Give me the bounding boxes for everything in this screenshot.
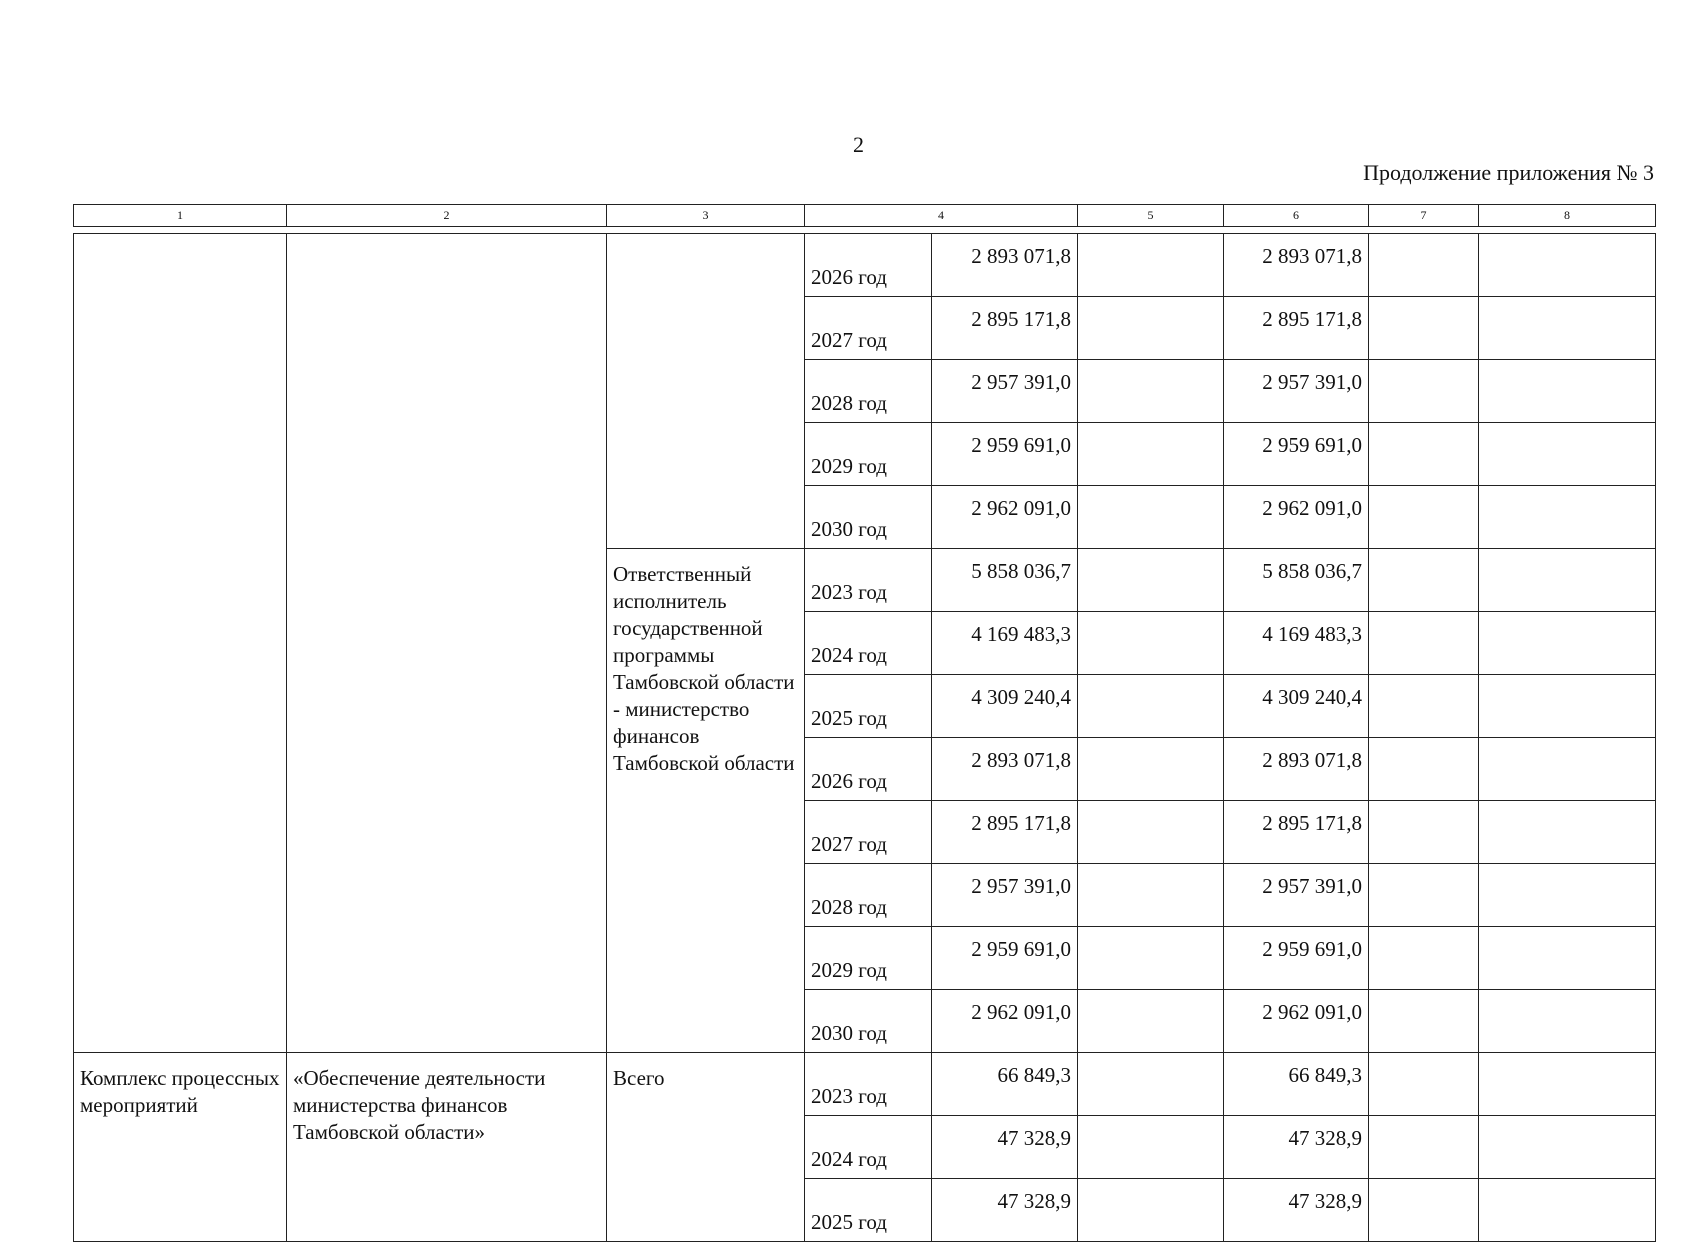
total-amount-cell: 5 858 036,7 (932, 549, 1078, 612)
column-5-cell (1078, 234, 1224, 297)
measure-type-cell: Комплекс процессных мероприятий (74, 1053, 287, 1242)
regional-budget-cell: 5 858 036,7 (1224, 549, 1369, 612)
year-cell: 2024 год (805, 1116, 932, 1179)
column-header-5: 5 (1078, 205, 1224, 227)
column-header-8: 8 (1479, 205, 1656, 227)
column-7-cell (1369, 927, 1479, 990)
column-8-cell (1479, 234, 1656, 297)
column-5-cell (1078, 864, 1224, 927)
column-5-cell (1078, 738, 1224, 801)
year-cell: 2029 год (805, 423, 932, 486)
year-cell: 2025 год (805, 675, 932, 738)
column-8-cell (1479, 1179, 1656, 1242)
column-7-cell (1369, 801, 1479, 864)
column-8-cell (1479, 801, 1656, 864)
column-header-7: 7 (1369, 205, 1479, 227)
column-7-cell (1369, 675, 1479, 738)
executor-cell: Всего (607, 1053, 805, 1242)
column-5-cell (1078, 549, 1224, 612)
year-cell: 2026 год (805, 738, 932, 801)
column-7-cell (1369, 738, 1479, 801)
regional-budget-cell: 2 957 391,0 (1224, 360, 1369, 423)
year-cell: 2030 год (805, 990, 932, 1053)
column-8-cell (1479, 1053, 1656, 1116)
total-amount-cell: 2 957 391,0 (932, 864, 1078, 927)
column-7-cell (1369, 486, 1479, 549)
column-header-6: 6 (1224, 205, 1369, 227)
regional-budget-cell: 2 957 391,0 (1224, 864, 1369, 927)
total-amount-cell: 2 962 091,0 (932, 990, 1078, 1053)
column-8-cell (1479, 927, 1656, 990)
total-amount-cell: 2 959 691,0 (932, 927, 1078, 990)
column-7-cell (1369, 360, 1479, 423)
table-row (74, 234, 1656, 297)
total-amount-cell: 66 849,3 (932, 1053, 1078, 1116)
year-cell: 2023 год (805, 549, 932, 612)
year-cell: 2029 год (805, 927, 932, 990)
year-cell: 2027 год (805, 297, 932, 360)
regional-budget-cell: 2 895 171,8 (1224, 801, 1369, 864)
regional-budget-cell: 2 962 091,0 (1224, 486, 1369, 549)
regional-budget-cell: 2 893 071,8 (1224, 234, 1369, 297)
column-7-cell (1369, 1179, 1479, 1242)
column-5-cell (1078, 801, 1224, 864)
column-5-cell (1078, 675, 1224, 738)
column-5-cell (1078, 423, 1224, 486)
column-header-4: 4 (805, 205, 1078, 227)
year-cell: 2028 год (805, 360, 932, 423)
measure-name-cell (287, 234, 607, 1053)
column-5-cell (1078, 1116, 1224, 1179)
page-number: 2 (853, 132, 864, 157)
regional-budget-cell: 47 328,9 (1224, 1179, 1369, 1242)
column-7-cell (1369, 423, 1479, 486)
column-5-cell (1078, 612, 1224, 675)
column-7-cell (1369, 990, 1479, 1053)
year-cell: 2027 год (805, 801, 932, 864)
column-7-cell (1369, 549, 1479, 612)
column-8-cell (1479, 423, 1656, 486)
column-7-cell (1369, 864, 1479, 927)
year-cell: 2023 год (805, 1053, 932, 1116)
continuation-title: Продолжение приложения № 3 (1363, 160, 1654, 185)
total-amount-cell: 47 328,9 (932, 1179, 1078, 1242)
regional-budget-cell: 4 309 240,4 (1224, 675, 1369, 738)
regional-budget-cell: 47 328,9 (1224, 1116, 1369, 1179)
total-amount-cell: 4 169 483,3 (932, 612, 1078, 675)
measure-type-cell (74, 234, 287, 1053)
regional-budget-cell: 2 959 691,0 (1224, 927, 1369, 990)
column-8-cell (1479, 738, 1656, 801)
regional-budget-cell: 2 959 691,0 (1224, 423, 1369, 486)
column-header-2: 2 (287, 205, 607, 227)
regional-budget-cell: 2 893 071,8 (1224, 738, 1369, 801)
total-amount-cell: 2 959 691,0 (932, 423, 1078, 486)
column-7-cell (1369, 234, 1479, 297)
total-amount-cell: 2 895 171,8 (932, 801, 1078, 864)
year-cell: 2026 год (805, 234, 932, 297)
total-amount-cell: 2 962 091,0 (932, 486, 1078, 549)
regional-budget-cell: 66 849,3 (1224, 1053, 1369, 1116)
column-8-cell (1479, 675, 1656, 738)
table-row (74, 1053, 1656, 1116)
regional-budget-cell: 2 895 171,8 (1224, 297, 1369, 360)
executor-cell (607, 234, 805, 549)
total-amount-cell: 2 893 071,8 (932, 738, 1078, 801)
column-5-cell (1078, 1053, 1224, 1116)
column-8-cell (1479, 990, 1656, 1053)
column-5-cell (1078, 927, 1224, 990)
column-number-header (73, 204, 1656, 227)
column-8-cell (1479, 612, 1656, 675)
year-cell: 2030 год (805, 486, 932, 549)
year-cell: 2024 год (805, 612, 932, 675)
column-7-cell (1369, 612, 1479, 675)
regional-budget-cell: 4 169 483,3 (1224, 612, 1369, 675)
column-8-cell (1479, 486, 1656, 549)
column-header-3: 3 (607, 205, 805, 227)
measure-name-cell: «Обеспечение деятельности министерства финансов Тамбовской области» (287, 1053, 607, 1242)
column-8-cell (1479, 864, 1656, 927)
year-cell: 2025 год (805, 1179, 932, 1242)
column-8-cell (1479, 549, 1656, 612)
executor-cell: Ответственный исполнитель государственной программы Тамбовской области - министерство финансов Тамбовской области (607, 549, 805, 1053)
column-5-cell (1078, 297, 1224, 360)
regional-budget-cell: 2 962 091,0 (1224, 990, 1369, 1053)
total-amount-cell: 47 328,9 (932, 1116, 1078, 1179)
total-amount-cell: 4 309 240,4 (932, 675, 1078, 738)
column-5-cell (1078, 1179, 1224, 1242)
column-header-1: 1 (74, 205, 287, 227)
column-7-cell (1369, 1116, 1479, 1179)
funding-table (73, 233, 1656, 1242)
column-8-cell (1479, 297, 1656, 360)
column-7-cell (1369, 297, 1479, 360)
year-cell: 2028 год (805, 864, 932, 927)
column-8-cell (1479, 1116, 1656, 1179)
column-5-cell (1078, 486, 1224, 549)
column-5-cell (1078, 990, 1224, 1053)
total-amount-cell: 2 957 391,0 (932, 360, 1078, 423)
column-5-cell (1078, 360, 1224, 423)
total-amount-cell: 2 893 071,8 (932, 234, 1078, 297)
total-amount-cell: 2 895 171,8 (932, 297, 1078, 360)
column-8-cell (1479, 360, 1656, 423)
column-7-cell (1369, 1053, 1479, 1116)
